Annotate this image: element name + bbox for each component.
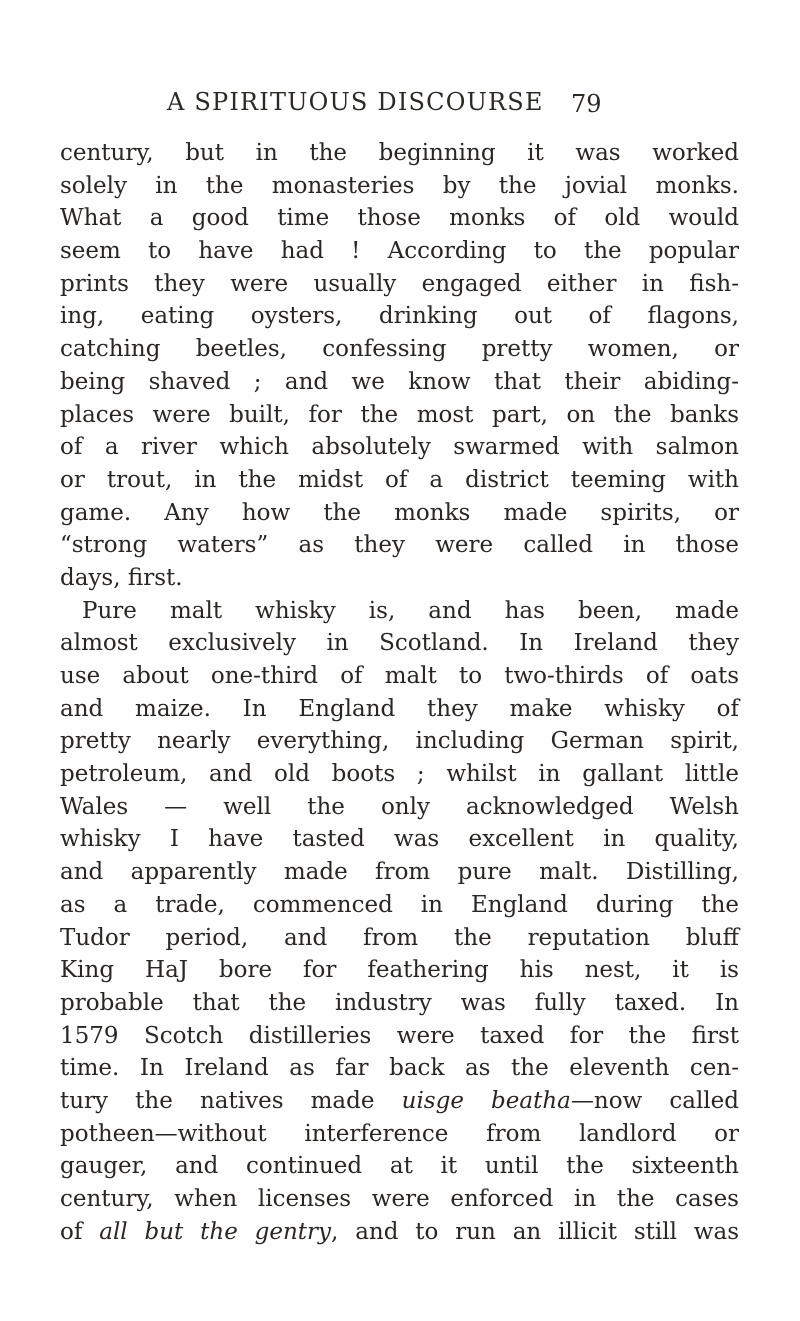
text-line: being shaved ; and we know that their abiding-	[60, 368, 739, 395]
text-line: ing, eating oysters, drinking out of flagons,	[60, 303, 739, 330]
text-line: catching beetles, confessing pretty women, or	[60, 336, 739, 363]
italic-phrase: uisge beatha	[401, 1087, 571, 1114]
text-segment: , and to run an illicit still was	[331, 1218, 739, 1245]
italic-phrase: all but the gentry	[99, 1218, 332, 1245]
text-line: and maize. In England they make whisky of	[60, 695, 739, 722]
text-line: prints they were usually engaged either in fish-	[60, 270, 739, 297]
text-line: as a trade, commenced in England during the	[60, 891, 739, 918]
text-line: “strong waters” as they were called in those	[60, 532, 739, 559]
running-head	[0, 88, 800, 128]
text-line: Wales — well the only acknowledged Welsh	[60, 793, 739, 820]
text-line: days, first.	[60, 564, 183, 591]
running-title: A SPIRITUOUS DISCOURSE	[167, 88, 544, 116]
text-line: whisky I have tasted was excellent in quality,	[60, 826, 739, 853]
text-line: use about one-third of malt to two-thirds of oats	[60, 663, 739, 689]
text-line: gauger, and continued at it until the sixteenth	[60, 1153, 739, 1180]
body-text	[60, 137, 739, 1248]
text-line: of a river which absolutely swarmed with salmon	[60, 434, 739, 461]
text-line: What a good time those monks of old would	[60, 205, 739, 232]
text-line	[60, 1216, 739, 1249]
text-line: and apparently made from pure malt. Distilling,	[60, 859, 739, 886]
text-line	[60, 1085, 739, 1118]
text-line: solely in the monasteries by the jovial monks.	[60, 172, 739, 199]
text-segment: —now called	[570, 1087, 739, 1114]
text-segment: of	[60, 1218, 83, 1245]
text-line: pretty nearly everything, including German spirit,	[60, 728, 739, 755]
text-segment: tury the natives made	[60, 1087, 375, 1114]
text-line: potheen—without interference from landlord or	[60, 1120, 739, 1147]
text-line: century, when licenses were enforced in the cases	[60, 1186, 739, 1212]
text-line: petroleum, and old boots ; whilst in gallant little	[60, 761, 739, 788]
text-line: 1579 Scotch distilleries were taxed for the first	[60, 1022, 739, 1049]
text-line: seem to have had ! According to the popular	[60, 238, 739, 265]
text-line: Tudor period, and from the reputation bluff	[60, 924, 739, 951]
text-line: almost exclusively in Scotland. In Ireland they	[60, 630, 739, 657]
text-line: Pure malt whisky is, and has been, made	[82, 597, 739, 624]
text-line: game. Any how the monks made spirits, or	[60, 499, 739, 526]
text-line: probable that the industry was fully taxed. In	[60, 989, 739, 1016]
text-line: places were built, for the most part, on the banks	[60, 401, 739, 428]
text-line: time. In Ireland as far back as the eleventh cen-	[60, 1055, 739, 1082]
text-line: century, but in the beginning it was worked	[60, 140, 739, 166]
text-line: King HaJ bore for feathering his nest, it is	[60, 957, 739, 984]
text-line: or trout, in the midst of a district teeming with	[60, 466, 739, 493]
page-number: 79	[571, 90, 602, 118]
